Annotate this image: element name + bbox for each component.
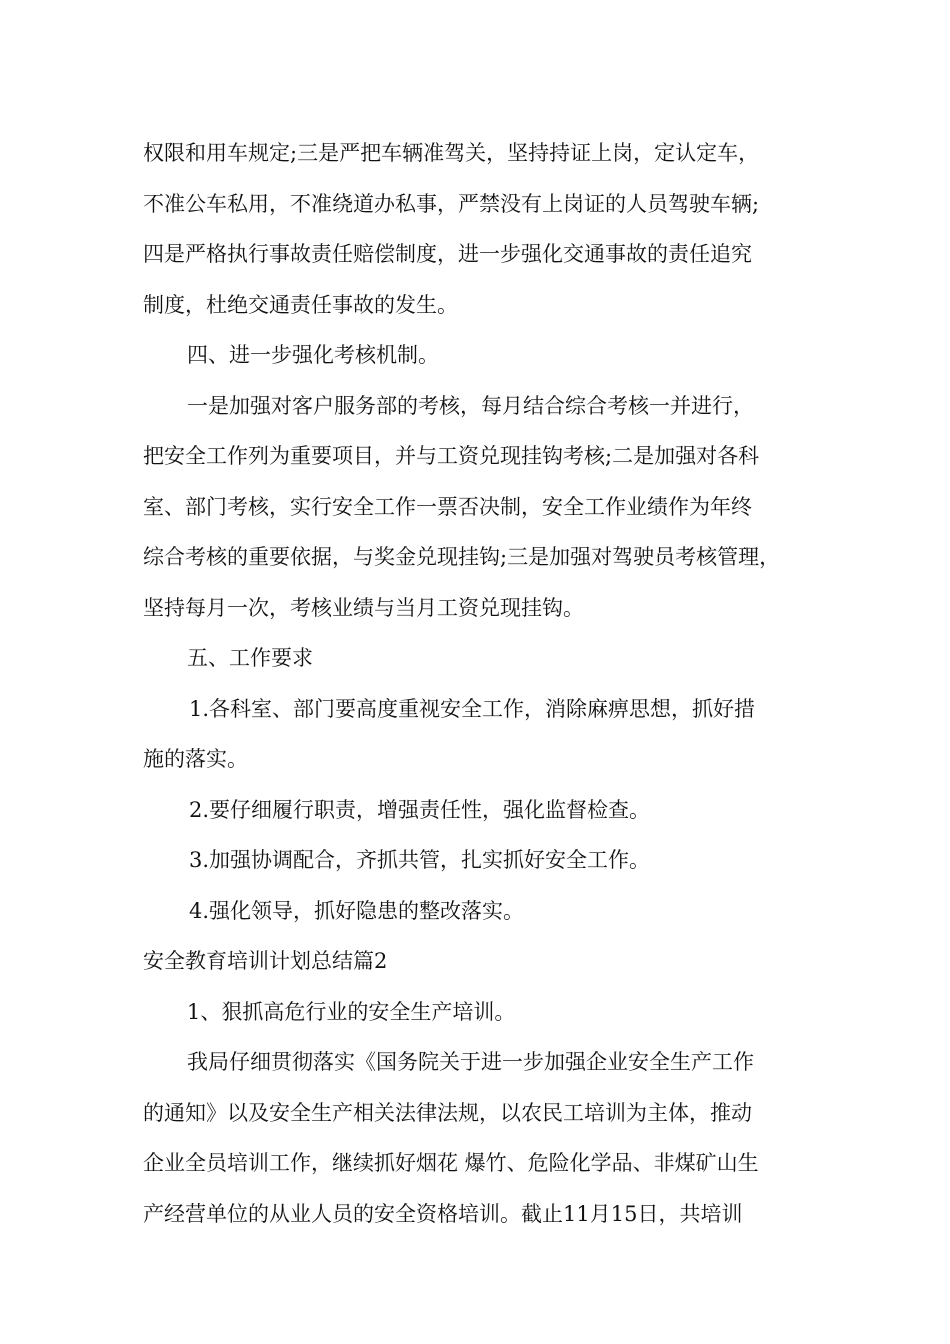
- text-line: 2.要仔细履行职责，增强责任性，强化监督检查。: [189, 797, 651, 822]
- text-line: 四是严格执行事故责任赔偿制度，进一步强化交通事故的责任追究: [143, 242, 752, 266]
- document-body: [143, 128, 823, 1239]
- text-line: 五、工作要求: [187, 646, 313, 670]
- text-line: 产经营单位的从业人员的安全资格培训。截止11月15日，共培训: [143, 1201, 743, 1226]
- text-line: 一是加强对客户服务部的考核，每月结合综合考核一并进行，: [187, 393, 754, 418]
- text-line: 把安全工作列为重要项目，并与工资兑现挂钩考核;二是加强对各科: [143, 444, 760, 468]
- text-line: 安全教育培训计划总结篇2: [143, 949, 388, 973]
- text-line: 权限和用车规定;三是严把车辆准驾关，坚持持证上岗，定认定车，: [143, 141, 760, 165]
- text-line: 四、进一步强化考核机制。: [187, 343, 439, 367]
- text-line: 室、部门考核，实行安全工作一票否决制，安全工作业绩作为年终: [143, 494, 752, 519]
- text-line: 坚持每月一次，考核业绩与当月工资兑现挂钩。: [143, 595, 584, 620]
- text-line: 施的落实。: [143, 747, 248, 771]
- text-line: 1、狠抓高危行业的安全生产培训。: [187, 999, 516, 1024]
- text-line: 企业全员培训工作，继续抓好烟花 爆竹、危险化学品、非煤矿山生: [143, 1151, 759, 1175]
- text-line: 1.各科室、部门要高度重视安全工作，消除麻痹思想，抓好措: [189, 696, 756, 721]
- text-line: 3.加强协调配合，齐抓共管，扎实抓好安全工作。: [189, 848, 651, 872]
- text-line: 4.强化领导，抓好隐患的整改落实。: [189, 898, 525, 923]
- text-line: 的通知》以及安全生产相关法律法规，以农民工培训为主体，推动: [143, 1100, 752, 1125]
- text-line: 制度，杜绝交通责任事故的发生。: [143, 292, 458, 317]
- text-line: 不准公车私用，不准绕道办私事，严禁没有上岗证的人员驾驶车辆;: [143, 191, 760, 216]
- text-line: 综合考核的重要依据，与奖金兑现挂钩;三是加强对驾驶员考核管理，: [143, 545, 781, 569]
- text-line: 我局仔细贯彻落实《国务院关于进一步加强企业安全生产工作: [187, 1050, 754, 1074]
